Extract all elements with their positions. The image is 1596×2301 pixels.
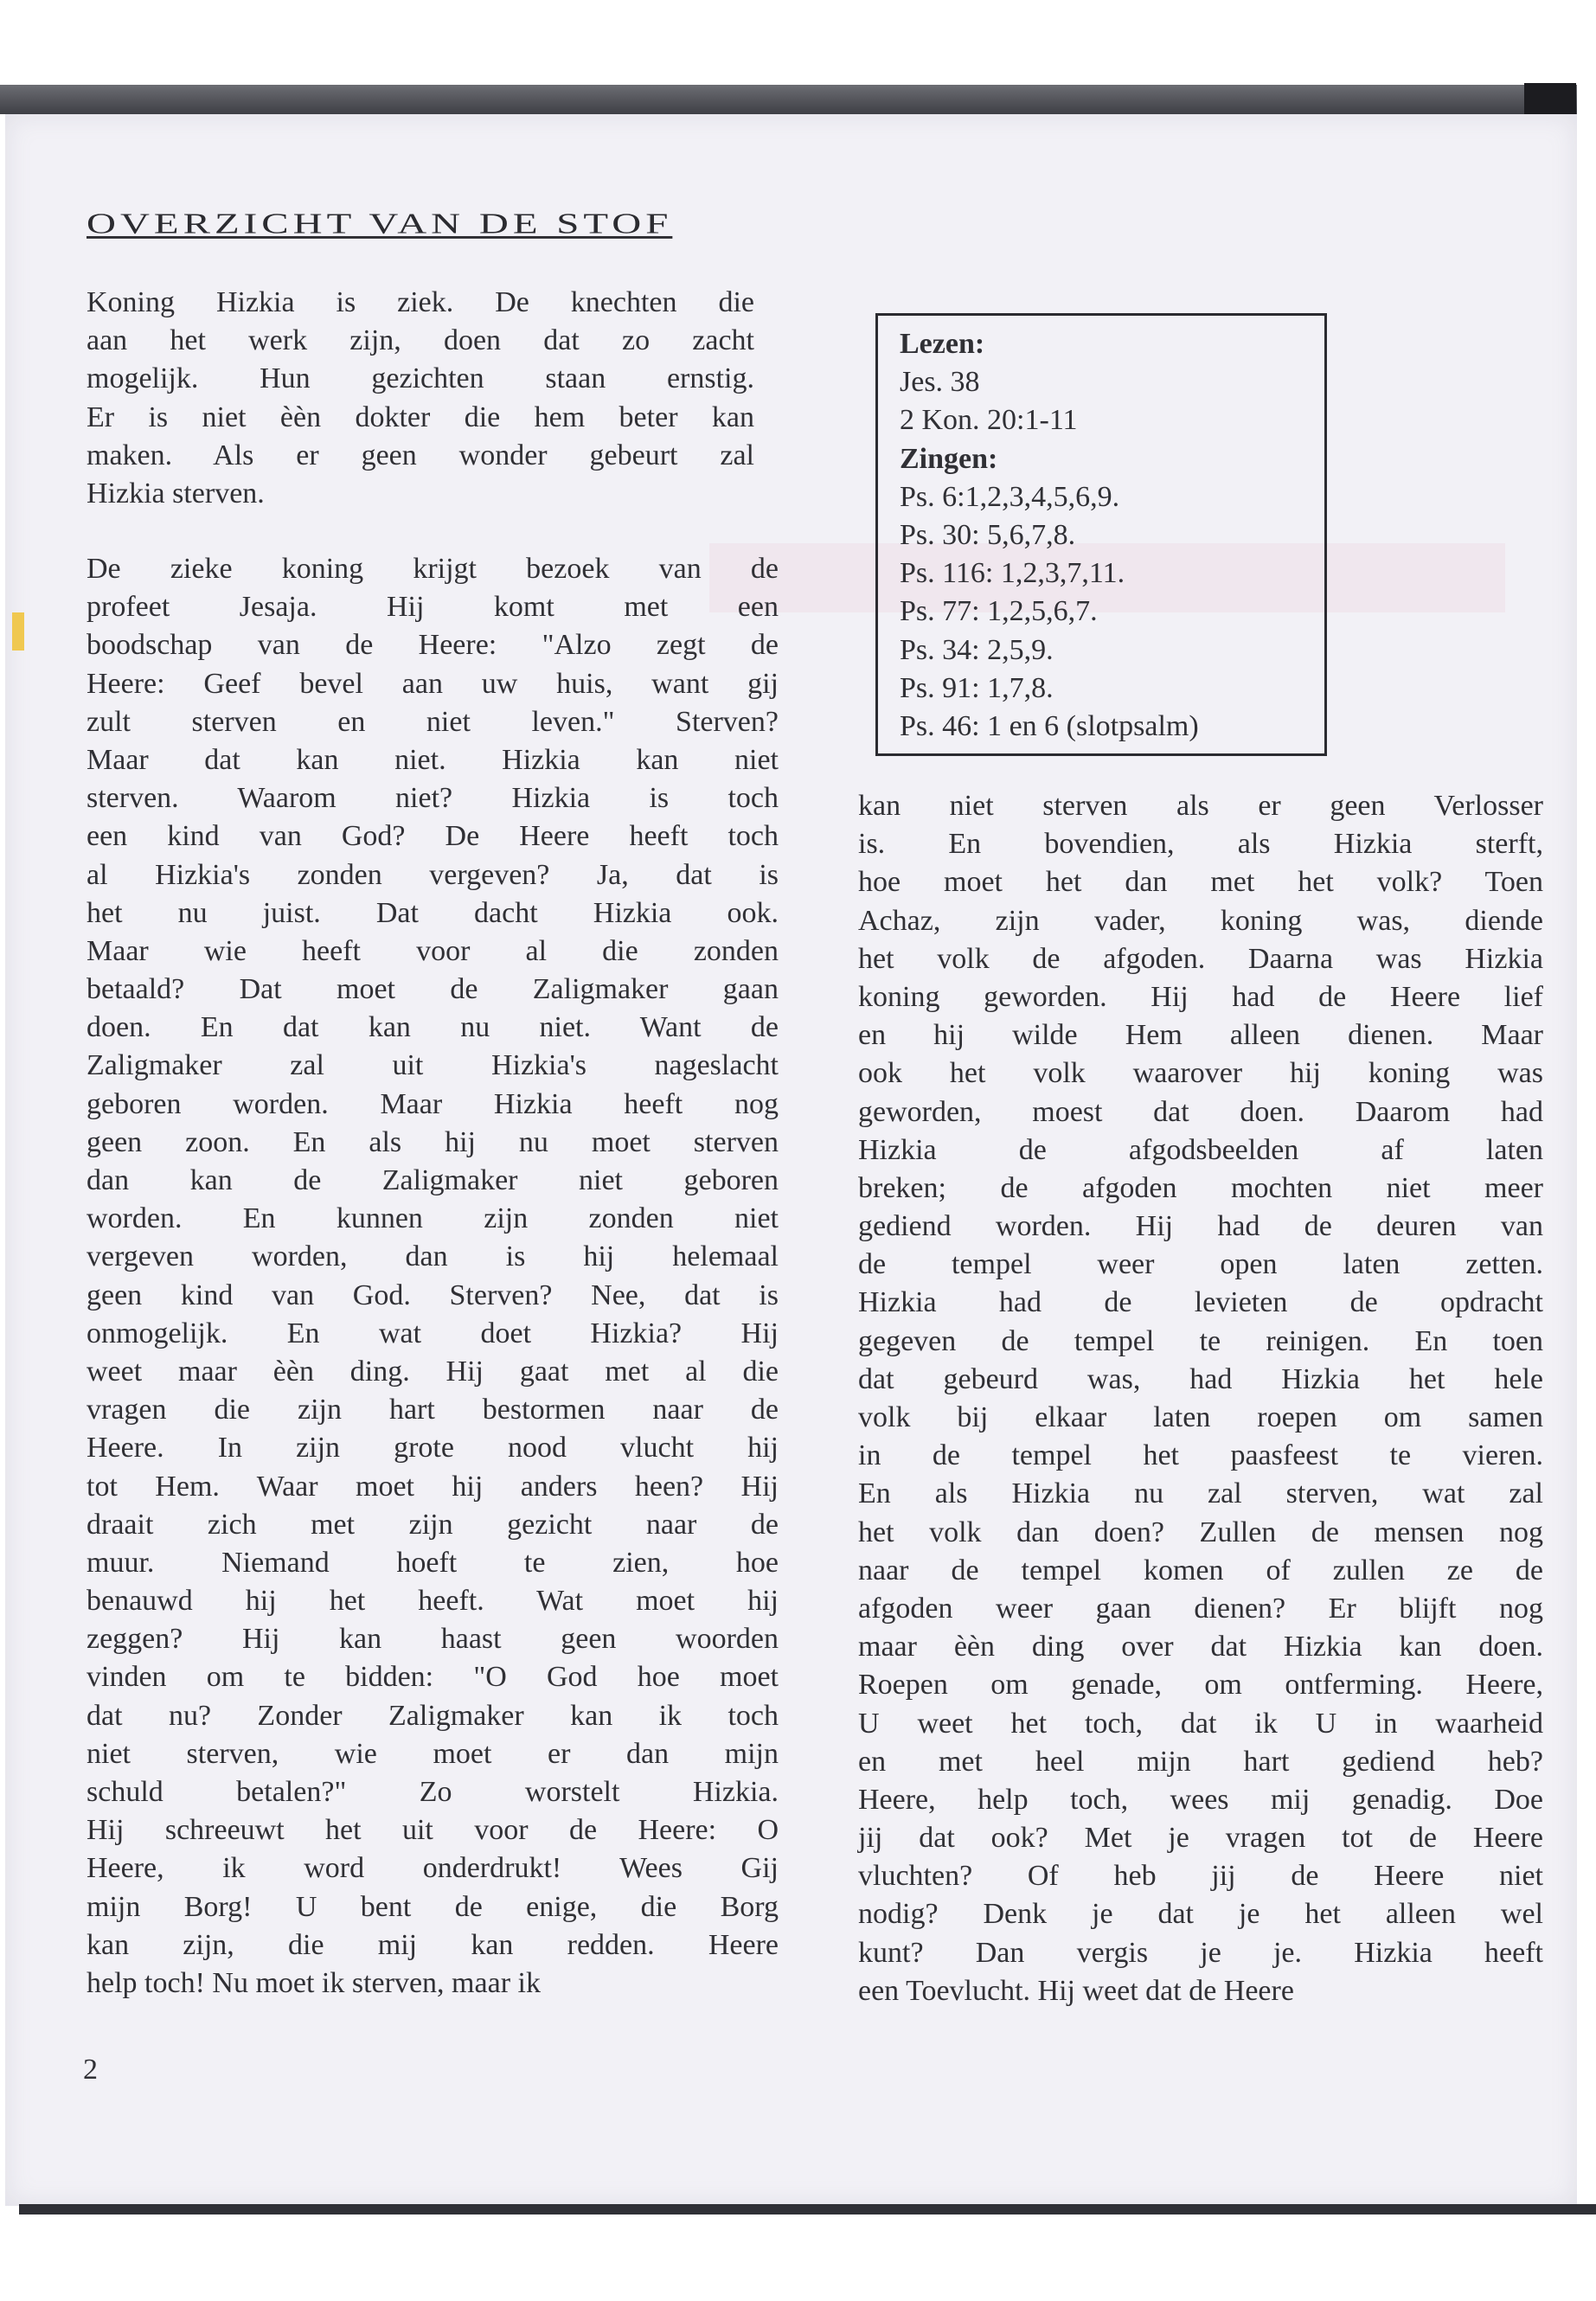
text-line: en hij wilde Hem alleen dienen. Maar bbox=[858, 1019, 1543, 1052]
text-line: Heere, ik word onderdrukt! Wees Gij bbox=[87, 1852, 779, 1885]
text-line: geen kind van God. Sterven? Nee, dat is bbox=[87, 1279, 779, 1311]
text-line: weet maar èèn ding. Hij gaat met al die bbox=[87, 1355, 779, 1388]
text-line: aan het werk zijn, doen dat zo zacht bbox=[87, 324, 754, 357]
text-line: in de tempel het paasfeest te vieren. bbox=[858, 1439, 1543, 1472]
text-line: U weet het toch, dat ik U in waarheid bbox=[858, 1707, 1543, 1740]
song-item: Ps. 46: 1 en 6 (slotpsalm) bbox=[900, 710, 1199, 743]
text-line: Zaligmaker zal uit Hizkia's nageslacht bbox=[87, 1049, 779, 1082]
text-line: Koning Hizkia is ziek. De knechten die bbox=[87, 286, 754, 318]
text-line: naar de tempel komen of zullen ze de bbox=[858, 1554, 1543, 1586]
reading-label: Lezen: bbox=[900, 328, 985, 360]
text-line: zult sterven en niet leven." Sterven? bbox=[87, 705, 779, 738]
text-line: geboren worden. Maar Hizkia heeft nog bbox=[87, 1087, 779, 1120]
tab-marker bbox=[12, 612, 24, 651]
text-line: nodig? Denk je dat je het alleen wel bbox=[858, 1898, 1543, 1931]
column-right bbox=[858, 787, 1543, 2010]
text-line: een Toevlucht. Hij weet dat de Heere bbox=[858, 1974, 1294, 2007]
text-line: Heere. In zijn grote nood vlucht hij bbox=[87, 1432, 779, 1465]
text-line: Heere: Geef bevel aan uw huis, want gij bbox=[87, 667, 779, 700]
text-line: vragen die zijn hart bestormen naar de bbox=[87, 1394, 779, 1426]
text-line: tot Hem. Waar moet hij anders heen? Hij bbox=[87, 1470, 779, 1503]
text-line: jij dat ook? Met je vragen tot de Heere bbox=[858, 1822, 1543, 1855]
text-line: dat gebeurd was, had Hizkia het hele bbox=[858, 1362, 1543, 1395]
text-line: kan niet sterven als er geen Verlosser bbox=[858, 790, 1543, 822]
text-line: Roepen om genade, om ontferming. Heere, bbox=[858, 1669, 1543, 1702]
text-line: draait zich met zijn gezicht naar de bbox=[87, 1508, 779, 1541]
scan-top-edge-corner bbox=[1524, 83, 1576, 114]
text-line: hoe moet het dan met het volk? Toen bbox=[858, 866, 1543, 899]
text-line: geworden, moest dat doen. Daarom had bbox=[858, 1095, 1543, 1128]
text-line: maken. Als er geen wonder gebeurt zal bbox=[87, 439, 754, 471]
text-line: zeggen? Hij kan haast geen woorden bbox=[87, 1623, 779, 1656]
text-line: profeet Jesaja. Hij komt met een bbox=[87, 591, 779, 624]
text-line: vergeven worden, dan is hij helemaal bbox=[87, 1240, 779, 1273]
text-line: Hij schreeuwt het uit voor de Heere: O bbox=[87, 1814, 779, 1847]
text-line: volk bij elkaar laten roepen om samen bbox=[858, 1401, 1543, 1433]
text-line: De zieke koning krijgt bezoek van de bbox=[87, 553, 779, 585]
text-line: help toch! Nu moet ik sterven, maar ik bbox=[87, 1966, 541, 1999]
text-line: ook het volk waarover hij koning was bbox=[858, 1057, 1543, 1090]
text-line: worden. En kunnen zijn zonden niet bbox=[87, 1202, 779, 1235]
song-item: Ps. 116: 1,2,3,7,11. bbox=[900, 557, 1125, 590]
text-line: geen zoon. En als hij nu moet sterven bbox=[87, 1125, 779, 1158]
scan-bottom-edge bbox=[19, 2204, 1596, 2214]
page-number: 2 bbox=[83, 2054, 98, 2086]
text-line: Maar dat kan niet. Hizkia kan niet bbox=[87, 743, 779, 776]
column-left-paragraph-1 bbox=[87, 284, 754, 513]
text-line: mijn Borg! U bent de enige, die Borg bbox=[87, 1890, 779, 1923]
text-line: Hizkia had de levieten de opdracht bbox=[858, 1286, 1543, 1319]
text-line: Heere, help toch, wees mij genadig. Doe bbox=[858, 1783, 1543, 1816]
singing-label: Zingen: bbox=[900, 442, 998, 475]
text-line: doen. En dat kan nu niet. Want de bbox=[87, 1011, 779, 1044]
text-line: al Hizkia's zonden vergeven? Ja, dat is bbox=[87, 858, 779, 891]
text-line: het nu juist. Dat dacht Hizkia ook. bbox=[87, 896, 779, 929]
scan-top-edge bbox=[0, 85, 1577, 114]
text-line: is. En bovendien, als Hizkia sterft, bbox=[858, 828, 1543, 861]
text-line: dat nu? Zonder Zaligmaker kan ik toch bbox=[87, 1699, 779, 1732]
text-line: benauwd hij het heeft. Wat moet hij bbox=[87, 1585, 779, 1618]
text-line: dan kan de Zaligmaker niet geboren bbox=[87, 1164, 779, 1196]
reading-item: Jes. 38 bbox=[900, 366, 980, 399]
text-line: schuld betalen?" Zo worstelt Hizkia. bbox=[87, 1776, 779, 1808]
reading-item: 2 Kon. 20:1-11 bbox=[900, 404, 1078, 437]
song-item: Ps. 91: 1,7,8. bbox=[900, 671, 1054, 704]
song-item: Ps. 6:1,2,3,4,5,6,9. bbox=[900, 480, 1120, 513]
text-line: afgoden weer gaan dienen? Er blijft nog bbox=[858, 1592, 1543, 1625]
text-line: het volk dan doen? Zullen de mensen nog bbox=[858, 1516, 1543, 1548]
text-line: mogelijk. Hun gezichten staan ernstig. bbox=[87, 362, 754, 395]
text-line: breken; de afgoden mochten niet meer bbox=[858, 1171, 1543, 1204]
text-line: boodschap van de Heere: "Alzo zegt de bbox=[87, 629, 779, 662]
text-line: maar èèn ding over dat Hizkia kan doen. bbox=[858, 1631, 1543, 1663]
text-line: muur. Niemand hoeft te zien, hoe bbox=[87, 1546, 779, 1579]
text-line: Hizkia de afgodsbeelden af laten bbox=[858, 1133, 1543, 1166]
page-heading: OVERZICHT VAN DE STOF bbox=[87, 207, 673, 240]
text-line: onmogelijk. En wat doet Hizkia? Hij bbox=[87, 1317, 779, 1349]
text-line: en met heel mijn hart gediend heb? bbox=[858, 1745, 1543, 1778]
text-line: de tempel weer open laten zetten. bbox=[858, 1248, 1543, 1281]
text-line: sterven. Waarom niet? Hizkia is toch bbox=[87, 782, 779, 815]
text-line: kan zijn, die mij kan redden. Heere bbox=[87, 1928, 779, 1961]
text-line: Achaz, zijn vader, koning was, diende bbox=[858, 904, 1543, 937]
text-line: Maar wie heeft voor al die zonden bbox=[87, 934, 779, 967]
text-line: vluchten? Of heb jij de Heere niet bbox=[858, 1860, 1543, 1893]
text-line: koning geworden. Hij had de Heere lief bbox=[858, 980, 1543, 1013]
text-line: het volk de afgoden. Daarna was Hizkia bbox=[858, 942, 1543, 975]
song-item: Ps. 77: 1,2,5,6,7. bbox=[900, 595, 1098, 628]
song-item: Ps. 30: 5,6,7,8. bbox=[900, 519, 1076, 552]
text-line: niet sterven, wie moet er dan mijn bbox=[87, 1737, 779, 1770]
text-line: betaald? Dat moet de Zaligmaker gaan bbox=[87, 973, 779, 1006]
text-line: En als Hizkia nu zal sterven, wat zal bbox=[858, 1477, 1543, 1510]
reading-list-box bbox=[875, 313, 1327, 756]
text-line: vinden om te bidden: "O God hoe moet bbox=[87, 1661, 779, 1694]
text-line: een kind van God? De Heere heeft toch bbox=[87, 820, 779, 853]
text-line: Hizkia sterven. bbox=[87, 477, 265, 510]
song-item: Ps. 34: 2,5,9. bbox=[900, 633, 1054, 666]
text-line: gegeven de tempel te reinigen. En toen bbox=[858, 1324, 1543, 1357]
text-line: Er is niet èèn dokter die hem beter kan bbox=[87, 401, 754, 433]
column-left-paragraph-2 bbox=[87, 550, 779, 2003]
text-line: kunt? Dan vergis je je. Hizkia heeft bbox=[858, 1936, 1543, 1969]
text-line: gediend worden. Hij had de deuren van bbox=[858, 1210, 1543, 1243]
